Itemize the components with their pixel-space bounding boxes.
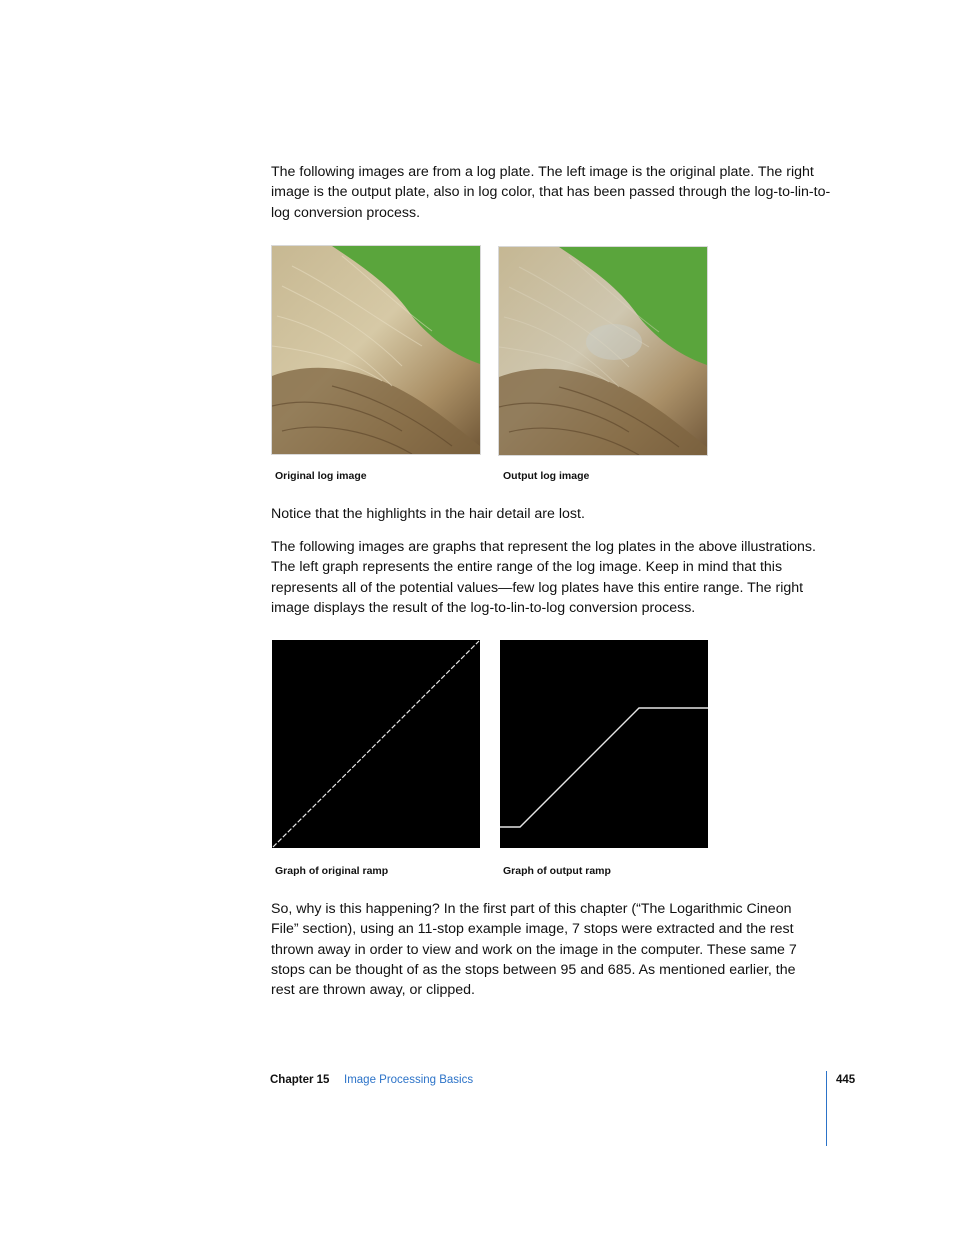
output-ramp-caption: Graph of output ramp [503, 865, 611, 877]
output-log-image [498, 246, 708, 456]
output-ramp-line [500, 708, 708, 827]
explanation-paragraph: So, why is this happening? In the first part of this chapter (“The Logarithmic Cineon File” section), using an 11-stop example image, 7 stops were extracted and the rest thrown away in order to view and work on the image in the computer. These same 7 stops can be thought of as the stops between 95 and 685. As mentioned earlier, the rest are thrown away, or clipped. [271, 901, 797, 999]
graphs-paragraph: The following images are graphs that represent the log plates in the above illustrations. The left graph represents the entire range of the log image. Keep in mind that this represents all of the potential values—few log plates have this entire range. The right image displays the result of the log-to-lin-to-log conversion process. [271, 539, 816, 616]
page-number: 445 [836, 1074, 856, 1086]
notice-paragraph: Notice that the highlights in the hair detail are lost. [271, 506, 585, 522]
footer-chapter-label: Chapter 15 [270, 1074, 330, 1086]
original-ramp-caption: Graph of original ramp [275, 865, 389, 877]
original-ramp-line [273, 641, 479, 847]
footer-divider [826, 1071, 827, 1146]
original-log-image [271, 245, 481, 455]
original-log-image-caption: Original log image [275, 470, 367, 482]
original-ramp-graph [272, 640, 480, 848]
output-ramp-graph [500, 640, 708, 848]
intro-paragraph: The following images are from a log plate. The left image is the original plate. The right image is the output plate, also in log color, that has been passed through the log-to-lin-to-log conversion process. [271, 164, 831, 221]
output-log-image-caption: Output log image [503, 470, 590, 482]
footer-chapter-title: Image Processing Basics [344, 1074, 474, 1086]
